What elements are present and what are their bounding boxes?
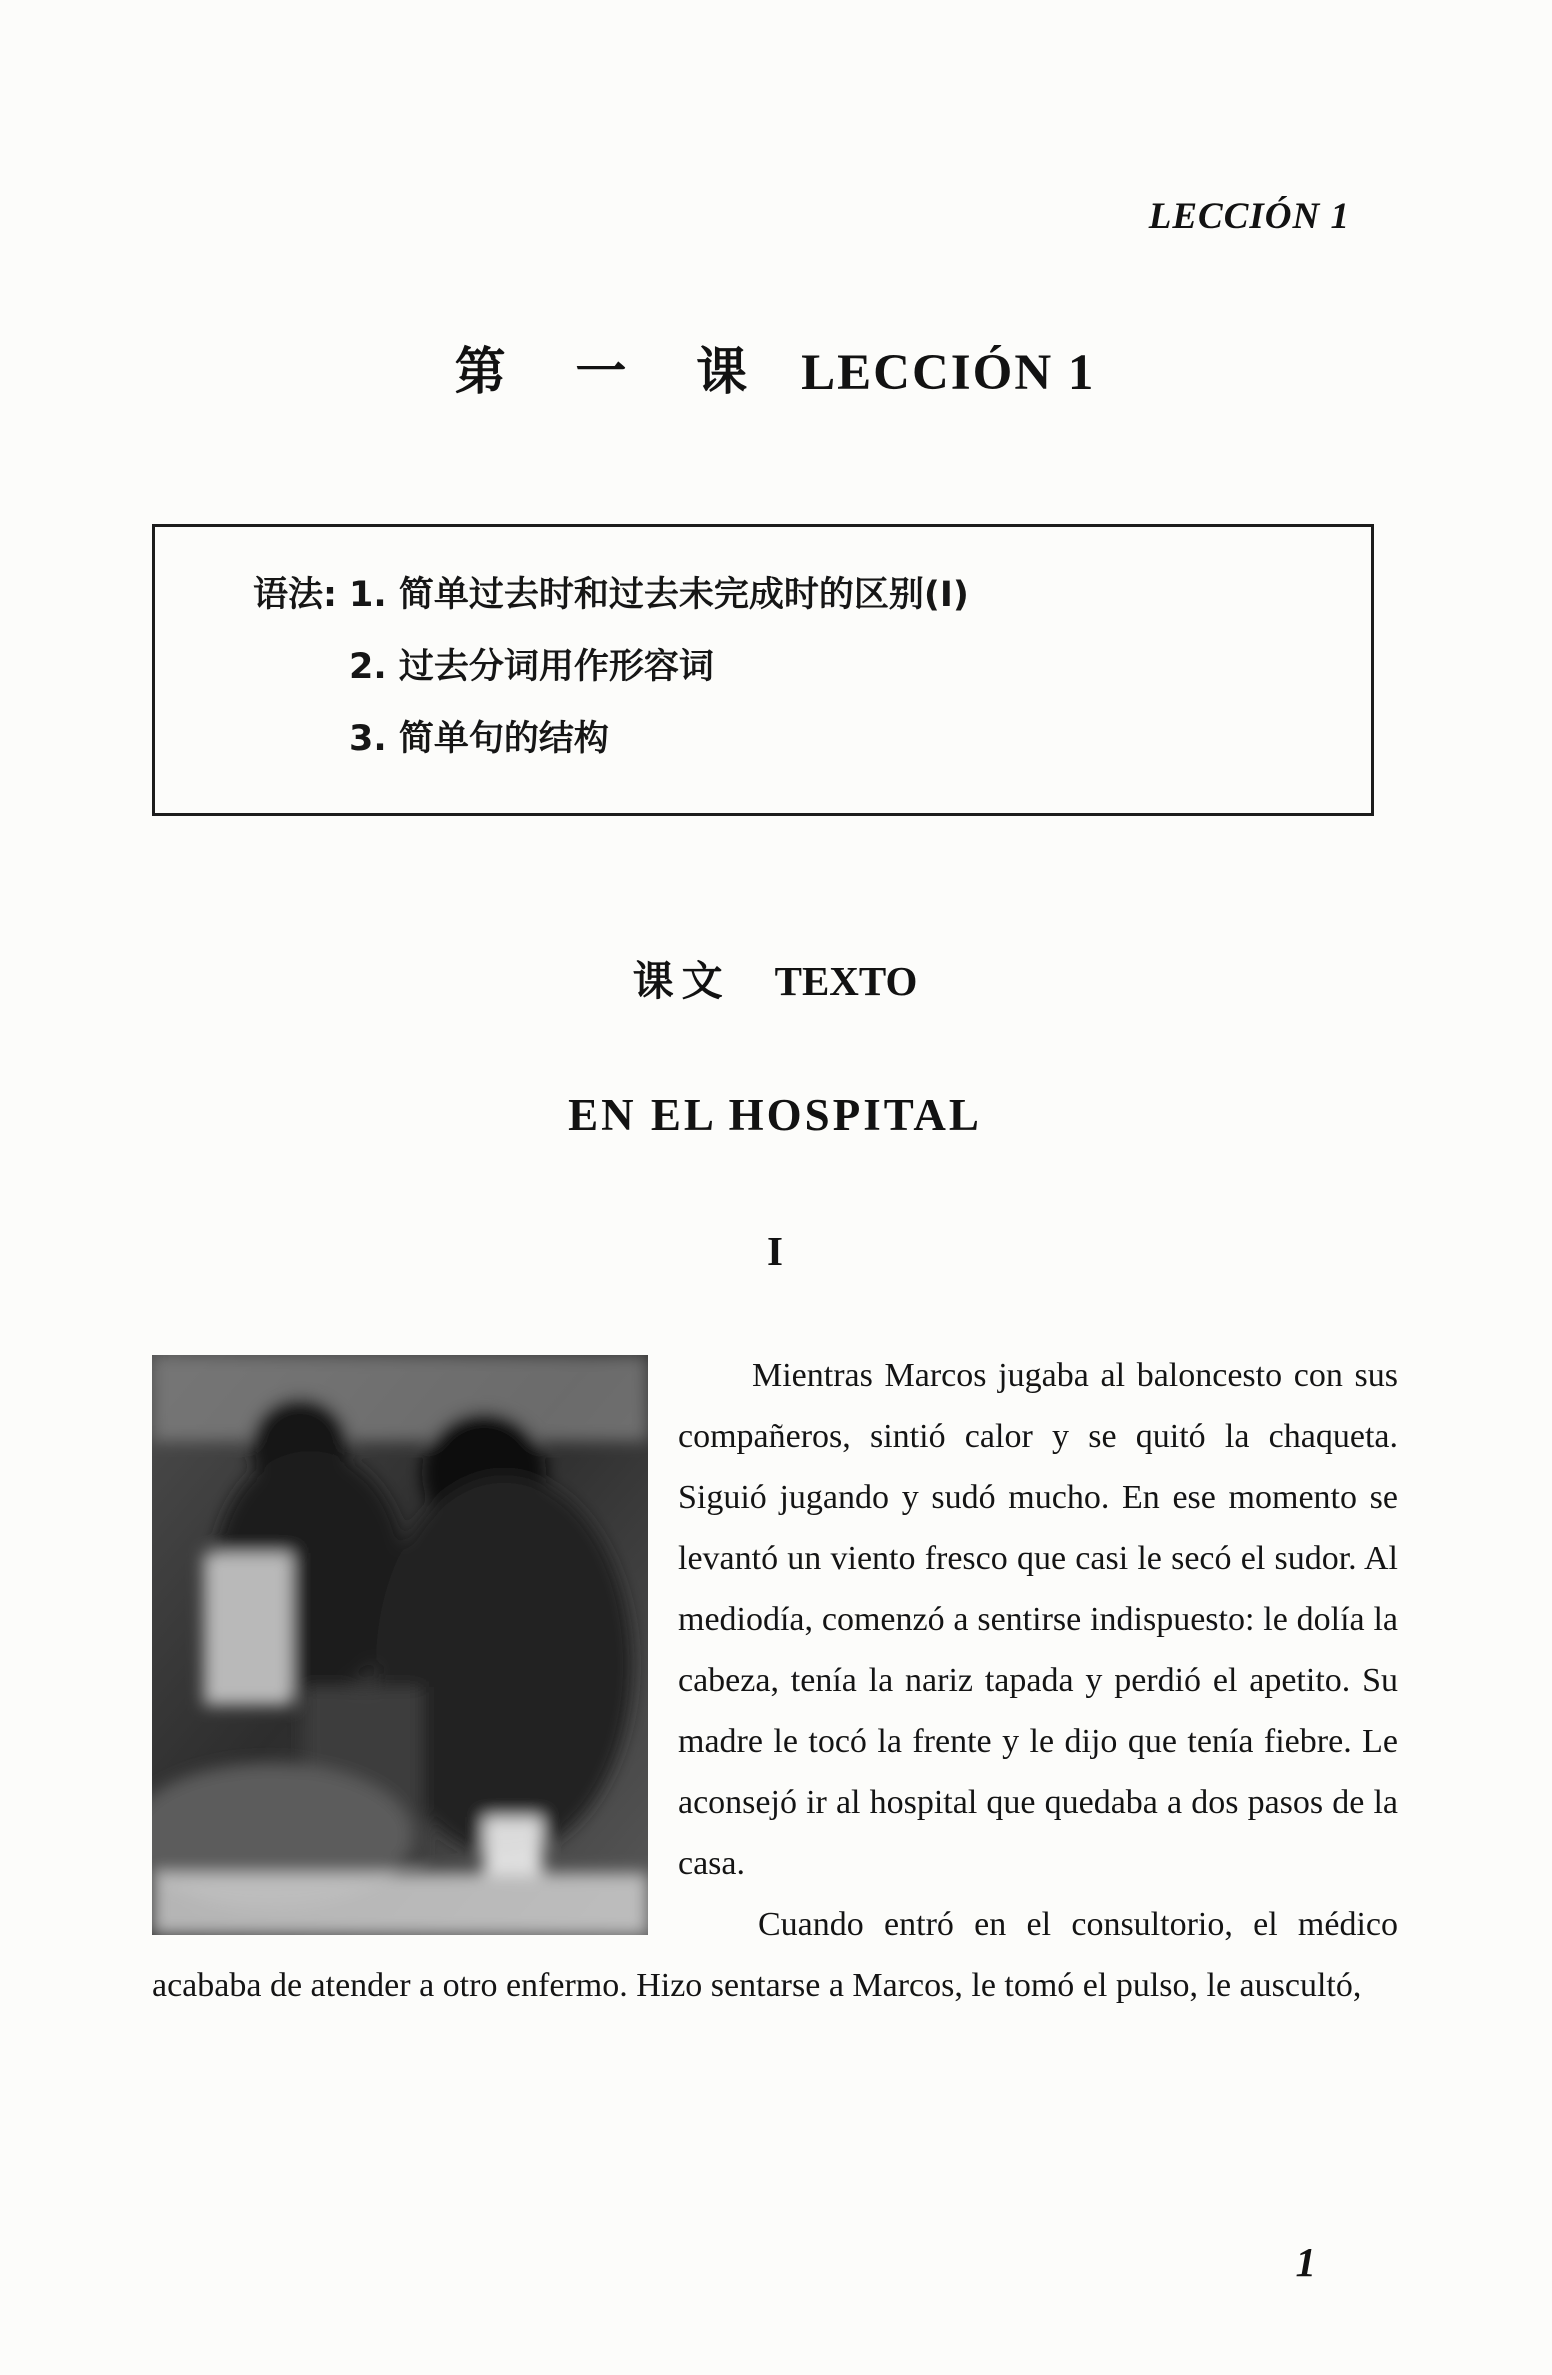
grammar-item-3: 3. 简单句的结构 — [349, 719, 609, 759]
grammar-item-2: 2. 过去分词用作形容词 — [349, 647, 714, 687]
grammar-box-label: 语法: — [253, 575, 337, 615]
paragraph-1: Mientras Marcos jugaba al baloncesto con sus compañeros, sintió calor y se quitó la chaqueta. Siguió jugando y sudó mucho. En ese momento se levantó un viento fresco que casi le secó el sudor. Al mediodía, comenzó a sentirse indispuesto: le dolía la cabeza, tenía la nariz tapada y perdió el apetito. Su madre le tocó la frente y le dijo que tenía fiebre. Le aconsejó ir al hospital que quedaba a dos pasos de la casa. — [678, 1357, 1398, 1882]
page-title-chinese: 第 一 课 — [454, 343, 774, 402]
hospital-photo — [152, 1355, 648, 1935]
paragraph-2: Cuando entró en el consultorio, el médico acababa de atender a otro enfermo. Hizo sentarse a Marcos, le tomó el pulso, le auscultó, — [152, 1906, 1398, 2004]
running-header: LECCIÓN 1 — [1148, 196, 1350, 237]
page-title — [152, 330, 1398, 404]
text-title: EN EL HOSPITAL — [568, 1090, 982, 1140]
section-title — [152, 948, 1398, 1007]
section-title-chinese: 课文 — [632, 957, 731, 1005]
section-title-spanish: TEXTO — [774, 958, 918, 1004]
grammar-item-1: 1. 简单过去时和过去未完成时的区别(I) — [349, 575, 969, 615]
lesson-text — [152, 1345, 1398, 2016]
page-title-spanish: LECCIÓN 1 — [801, 345, 1096, 401]
grammar-box — [152, 524, 1374, 816]
part-numeral: I — [767, 1228, 783, 1274]
page-number: 1 — [1295, 2239, 1316, 2285]
